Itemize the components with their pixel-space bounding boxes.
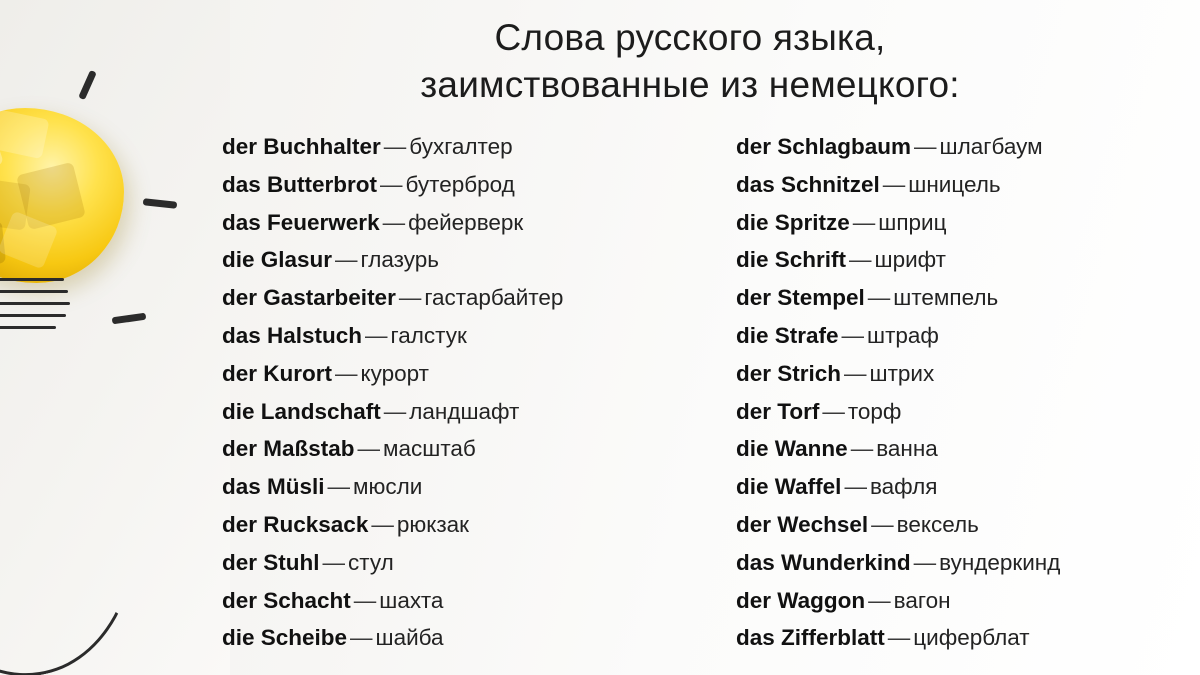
- russian-word: шницель: [908, 171, 1001, 197]
- list-item: [222, 430, 662, 468]
- socket-line: [0, 290, 68, 293]
- russian-word: фейерверк: [408, 209, 524, 235]
- dash: —: [871, 511, 894, 537]
- socket-line: [0, 278, 64, 281]
- list-item: [736, 355, 1176, 393]
- german-word: die Glasur: [222, 247, 333, 273]
- list-item: [736, 317, 1176, 355]
- dash: —: [852, 209, 876, 235]
- german-word: der Rucksack: [222, 511, 369, 537]
- decorative-photo: [0, 0, 230, 675]
- list-item: [222, 393, 662, 431]
- russian-word: торф: [847, 398, 902, 424]
- dash: —: [844, 360, 867, 386]
- german-word: das Müsli: [222, 474, 325, 500]
- russian-word: вагон: [893, 587, 951, 613]
- dash: —: [867, 285, 891, 311]
- russian-word: штрих: [869, 360, 935, 386]
- dash: —: [357, 436, 381, 462]
- list-item: [222, 468, 662, 506]
- german-word: das Schnitzel: [736, 171, 880, 197]
- dash: —: [327, 474, 351, 500]
- title-line-1: Слова русского языка,: [494, 17, 886, 58]
- list-item: [736, 582, 1176, 620]
- dash: —: [353, 587, 377, 613]
- dash: —: [822, 398, 845, 424]
- dash: —: [335, 247, 358, 273]
- dash: —: [844, 474, 867, 500]
- dash: —: [882, 171, 906, 197]
- dash: —: [868, 587, 891, 613]
- german-word: der Kurort: [222, 360, 333, 386]
- list-item: [222, 128, 662, 166]
- german-word: die Wanne: [736, 436, 848, 462]
- list-item: [736, 393, 1176, 431]
- list-item: [222, 279, 662, 317]
- german-word: der Gastarbeiter: [222, 285, 396, 311]
- dash: —: [322, 549, 346, 575]
- list-item: [736, 279, 1176, 317]
- dash: —: [887, 625, 911, 651]
- dash: —: [914, 134, 937, 159]
- list-item: [736, 430, 1176, 468]
- german-word: die Spritze: [736, 209, 850, 235]
- german-word: der Maßstab: [222, 436, 355, 462]
- german-word: der Stuhl: [222, 549, 320, 575]
- word-column-left: [222, 128, 662, 657]
- german-word: das Zifferblatt: [736, 625, 885, 651]
- russian-word: ванна: [876, 436, 938, 462]
- dash: —: [383, 134, 407, 159]
- list-item: [222, 506, 662, 544]
- list-item: [736, 619, 1176, 657]
- list-item: [736, 166, 1176, 204]
- german-word: das Feuerwerk: [222, 209, 380, 235]
- dash: —: [383, 398, 407, 424]
- list-item: [222, 582, 662, 620]
- german-word: die Strafe: [736, 322, 839, 348]
- dash: —: [365, 322, 388, 348]
- german-word: der Schlagbaum: [736, 134, 912, 159]
- list-item: [222, 204, 662, 242]
- socket-line: [0, 302, 70, 305]
- russian-word: масштаб: [383, 436, 476, 462]
- russian-word: вексель: [896, 511, 979, 537]
- dash: —: [380, 171, 403, 197]
- russian-word: стул: [348, 549, 394, 575]
- list-item: [736, 204, 1176, 242]
- russian-word: гастарбайтер: [424, 285, 564, 311]
- title-line-2: заимствованные из немецкого:: [420, 64, 960, 106]
- list-item: [222, 241, 662, 279]
- german-word: der Stempel: [736, 285, 865, 311]
- russian-word: штемпель: [893, 285, 999, 311]
- russian-word: шлагбаум: [939, 134, 1043, 159]
- dash: —: [371, 511, 394, 537]
- page-title: [200, 14, 1180, 109]
- socket-line: [0, 314, 66, 317]
- word-column-right: [736, 128, 1176, 657]
- german-word: das Halstuch: [222, 322, 363, 348]
- russian-word: вундеркинд: [939, 549, 1061, 575]
- russian-word: шахта: [379, 587, 444, 613]
- dash: —: [398, 285, 422, 311]
- list-item: [736, 468, 1176, 506]
- german-word: das Wunderkind: [736, 549, 911, 575]
- list-item: [736, 544, 1176, 582]
- german-word: der Wechsel: [736, 511, 869, 537]
- german-word: der Buchhalter: [222, 134, 381, 159]
- russian-word: глазурь: [360, 247, 439, 273]
- german-word: der Strich: [736, 360, 842, 386]
- list-item: [222, 619, 662, 657]
- list-item: [736, 128, 1176, 166]
- russian-word: штраф: [867, 322, 939, 348]
- russian-word: шрифт: [874, 247, 946, 273]
- german-word: der Waggon: [736, 587, 866, 613]
- russian-word: галстук: [390, 322, 467, 348]
- russian-word: циферблат: [913, 625, 1030, 651]
- german-word: die Waffel: [736, 474, 842, 500]
- russian-word: ландшафт: [409, 398, 520, 424]
- russian-word: рюкзак: [396, 511, 470, 537]
- list-item: [222, 317, 662, 355]
- russian-word: вафля: [869, 474, 938, 500]
- dash: —: [335, 360, 358, 386]
- dash: —: [350, 625, 373, 651]
- german-word: die Schrift: [736, 247, 847, 273]
- dash: —: [841, 322, 865, 348]
- paper-facet: [0, 109, 50, 159]
- dash: —: [849, 247, 872, 273]
- russian-word: бутерброд: [405, 171, 515, 197]
- german-word: das Butterbrot: [222, 171, 378, 197]
- russian-word: бухгалтер: [409, 134, 513, 159]
- german-word: der Torf: [736, 398, 820, 424]
- word-columns: [222, 128, 1182, 657]
- russian-word: шайба: [375, 625, 444, 651]
- list-item: [736, 241, 1176, 279]
- russian-word: мюсли: [353, 474, 423, 500]
- dash: —: [913, 549, 937, 575]
- dash: —: [850, 436, 874, 462]
- list-item: [222, 166, 662, 204]
- german-word: die Landschaft: [222, 398, 381, 424]
- list-item: [222, 544, 662, 582]
- german-word: die Scheibe: [222, 625, 348, 651]
- list-item: [222, 355, 662, 393]
- russian-word: шприц: [878, 209, 947, 235]
- list-item: [736, 506, 1176, 544]
- russian-word: курорт: [360, 360, 429, 386]
- german-word: der Schacht: [222, 587, 351, 613]
- dash: —: [382, 209, 406, 235]
